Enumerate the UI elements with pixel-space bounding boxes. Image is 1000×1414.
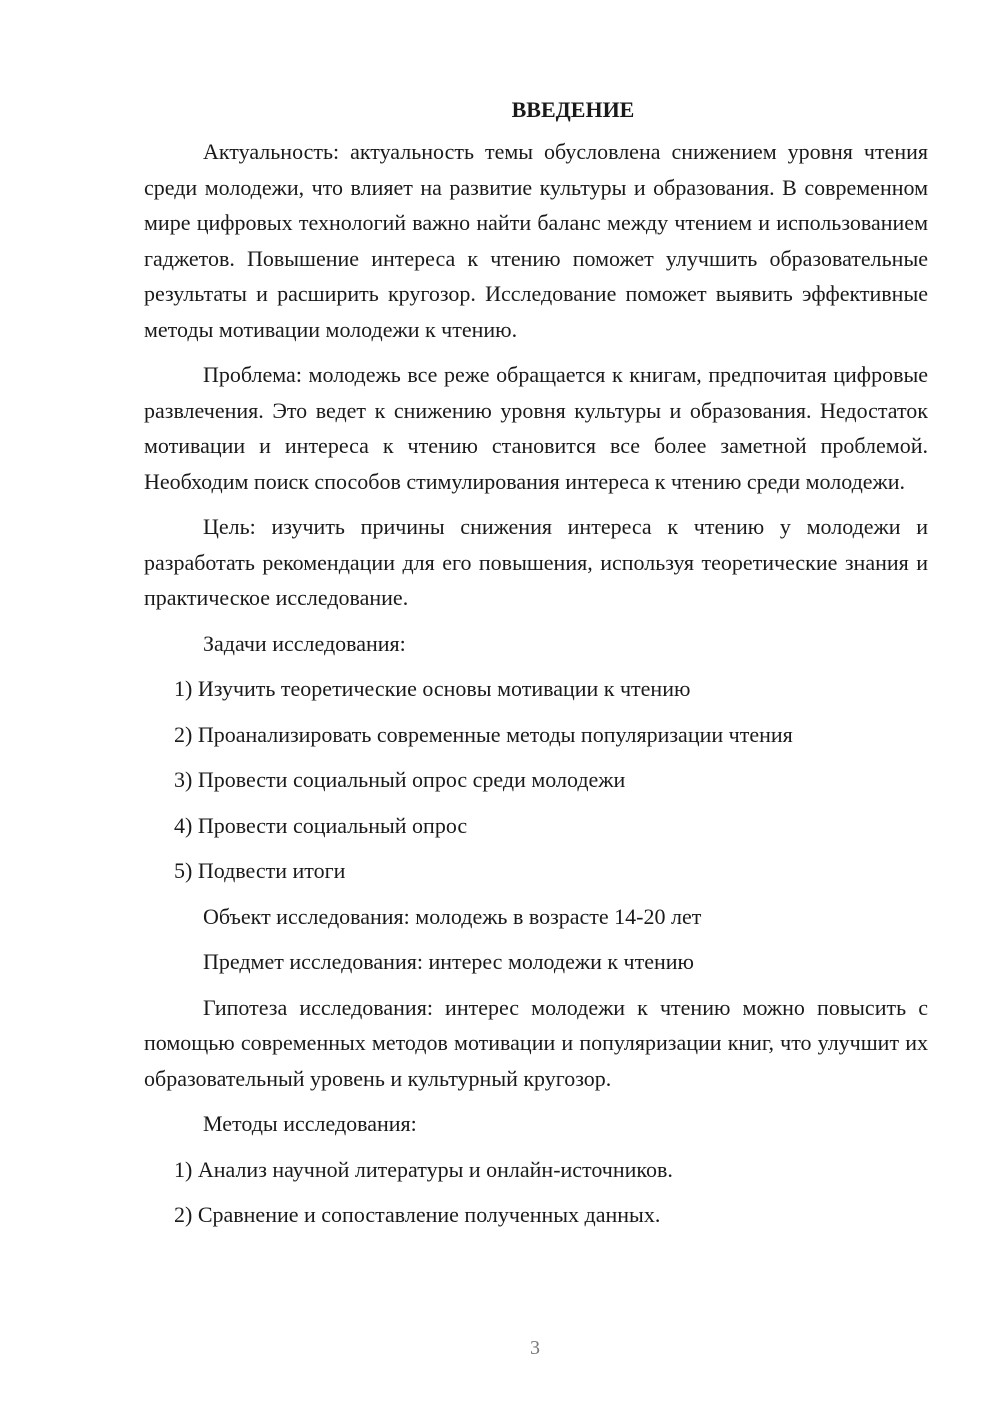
object-paragraph: Объект исследования: молодежь в возрасте 14-20 лет [203, 903, 702, 929]
subject-paragraph: Предмет исследования: интерес молодежи к чтению [203, 949, 694, 974]
list-item: 1) Изучить теоретические основы мотивации к чтению [174, 676, 691, 701]
list-item: 4) Провести социальный опрос [174, 812, 468, 838]
methods-title: Методы исследования: [203, 1111, 417, 1136]
goal-paragraph: Цель: изучить причины снижения интереса к чтению у молодежи и разработать рекомендации для его повышения, используя теоретические знания и практическое исследование. [144, 514, 928, 610]
relevance-paragraph: Актуальность: актуальность темы обусловлена снижением уровня чтения среди молодежи, что влияет на развитие культуры и образования. В современном мире цифровых технологий важно найти баланс между чтением и использованием гаджетов. Повышение интереса к чтению поможет улучшить образовательные результаты и расширить кругозор. Исследование поможет выявить эффективные методы мотивации молодежи к чтению. [144, 139, 928, 342]
list-item: 2) Сравнение и сопоставление полученных данных. [174, 1202, 661, 1227]
list-item: 5) Подвести итоги [174, 858, 346, 883]
list-item: 1) Анализ научной литературы и онлайн-источников. [174, 1156, 673, 1182]
tasks-list [144, 671, 928, 889]
text-column [144, 92, 928, 1243]
list-item: 3) Провести социальный опрос среди молодежи [174, 767, 626, 792]
section-heading: ВВЕДЕНИЕ [511, 97, 635, 122]
hypothesis-paragraph: Гипотеза исследования: интерес молодежи к чтению можно повысить с помощью современных методов мотивации и популяризации книг, что улучшит их образовательный уровень и культурный кругозор. [144, 994, 928, 1091]
problem-paragraph: Проблема: молодежь все реже обращается к книгам, предпочитая цифровые развлечения. Это ведет к снижению уровня культуры и образования. Недостаток мотивации и интереса к чтению становится все более заметной проблемой. Необходим поиск способов стимулирования интереса к чтению среди молодежи. [144, 362, 928, 494]
list-item: 2) Проанализировать современные методы популяризации чтения [174, 721, 793, 747]
page-number: 3 [530, 1337, 540, 1359]
methods-list [144, 1152, 928, 1233]
tasks-title: Задачи исследования: [203, 630, 406, 656]
